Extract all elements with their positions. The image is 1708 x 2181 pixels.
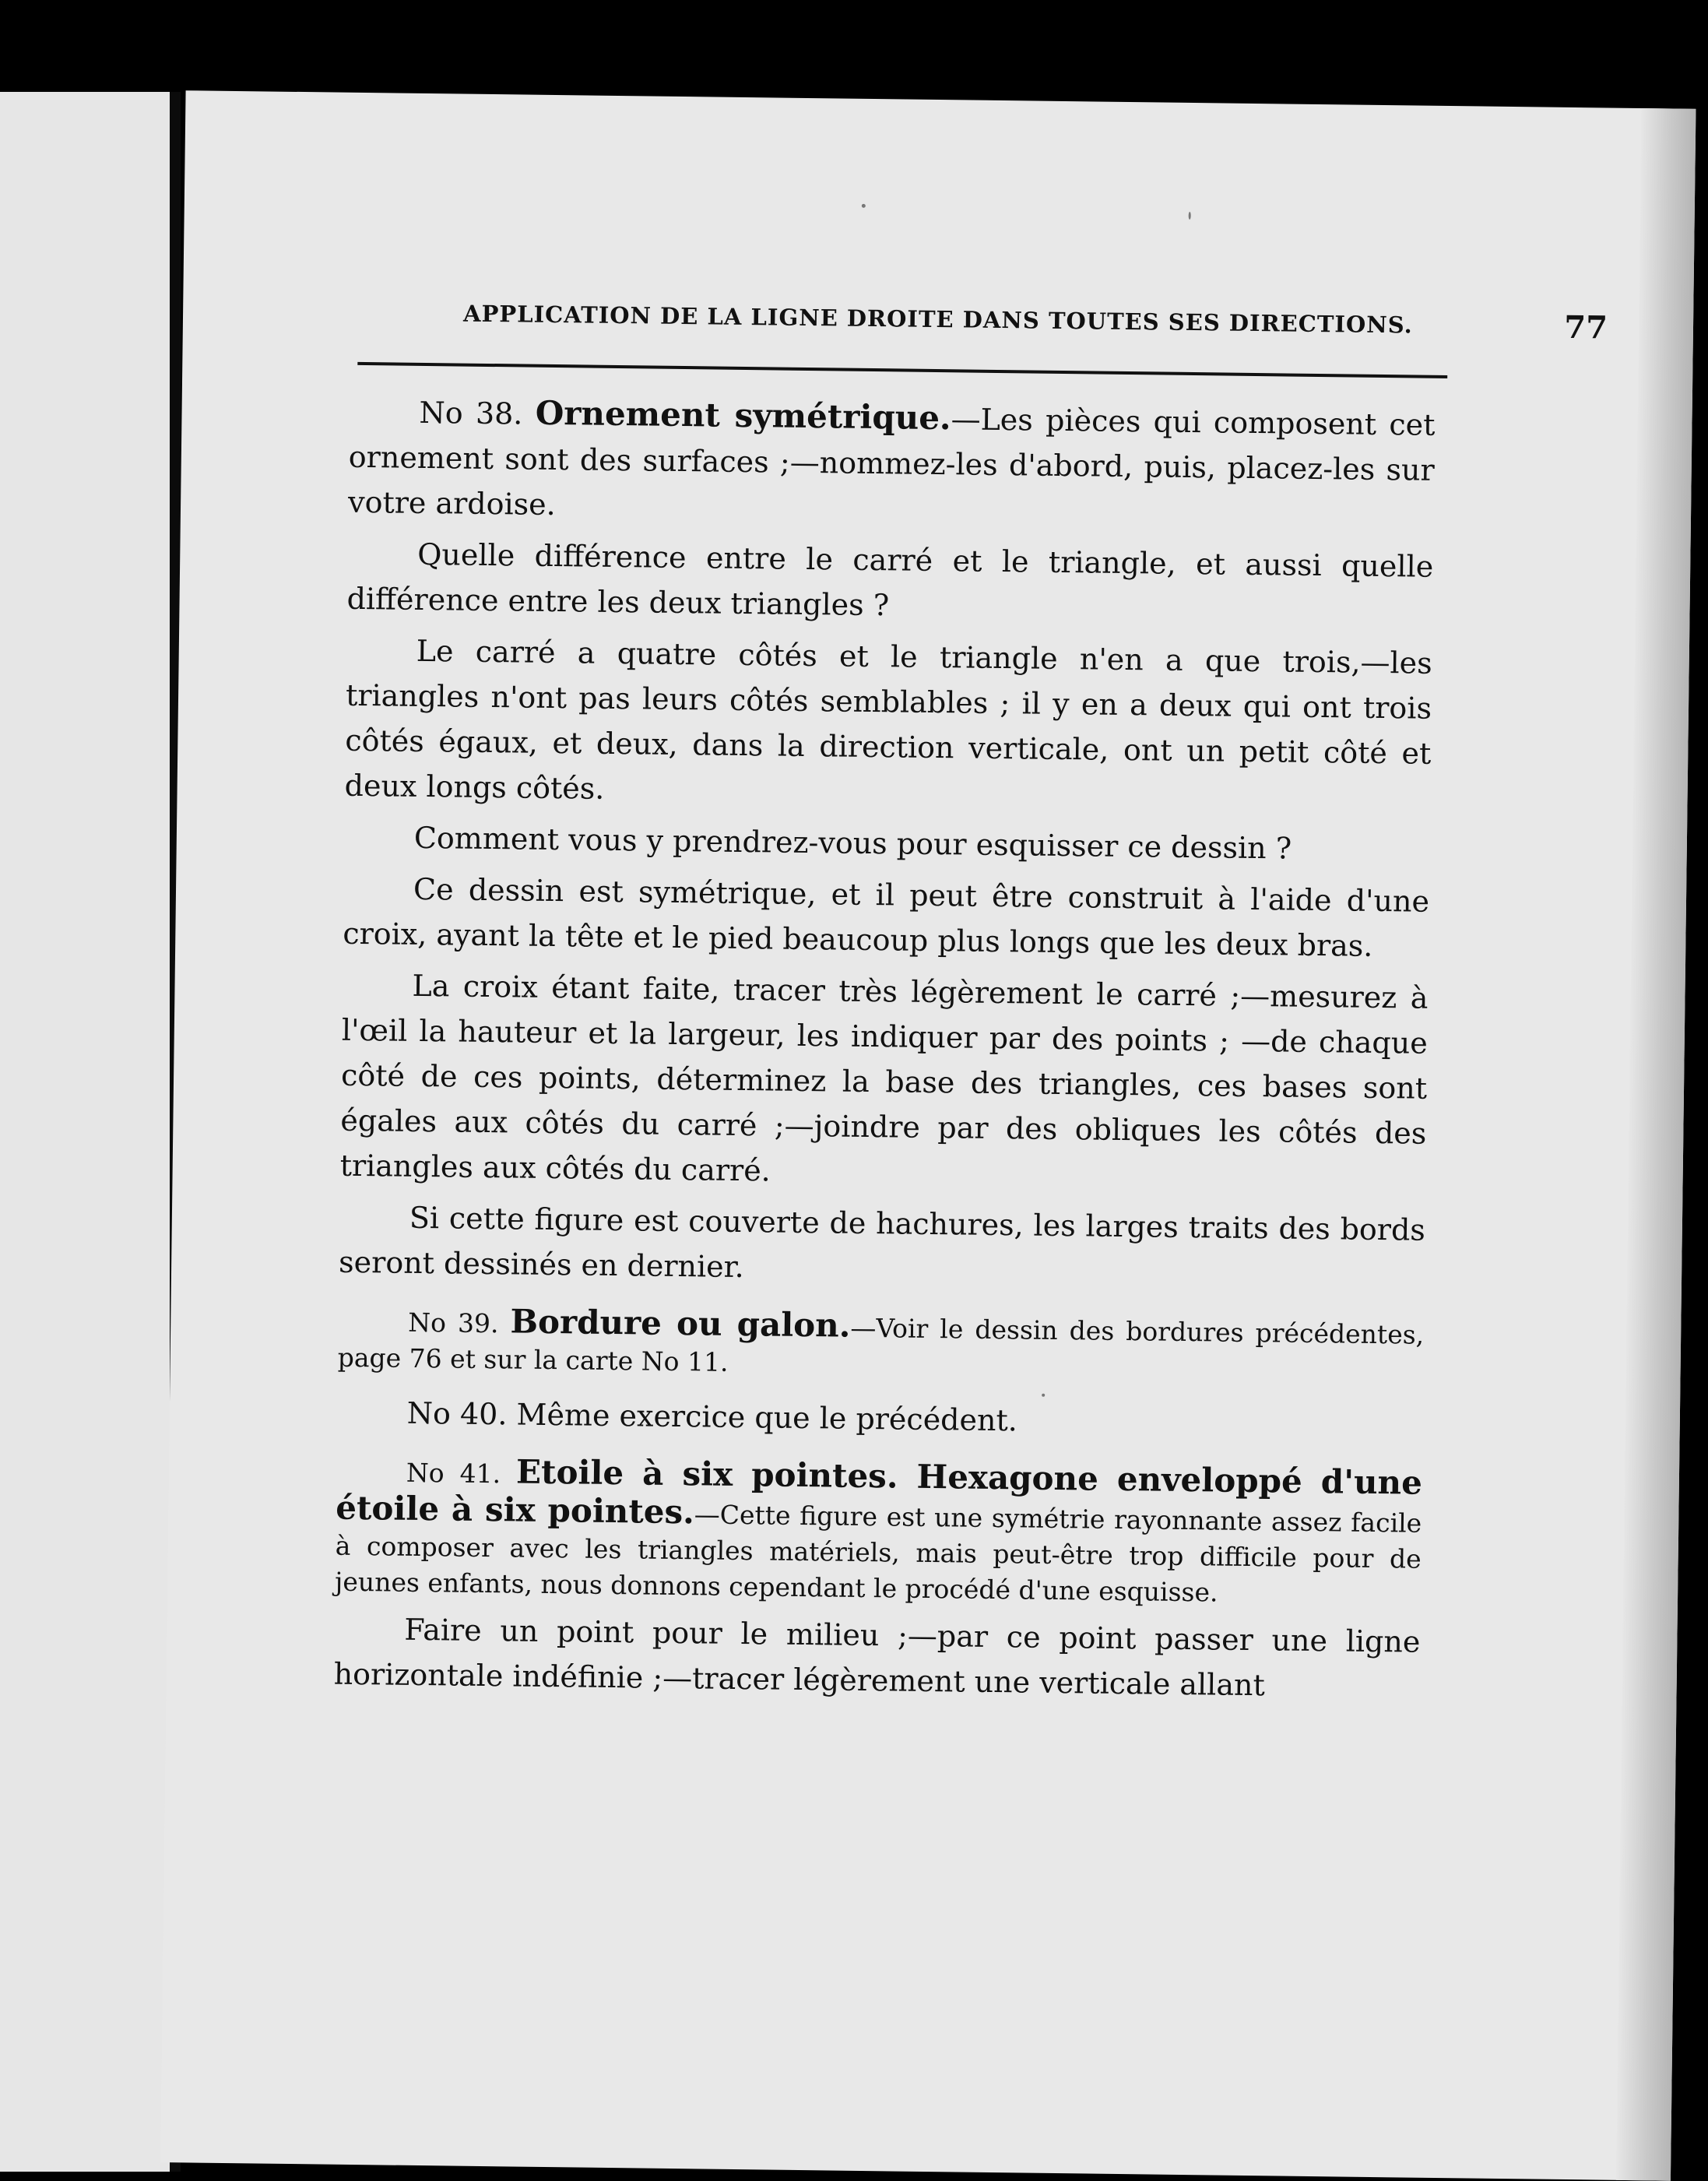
paragraph-text: Comment vous y prendrez-vous pour esquisser ce dessin ?	[413, 820, 1292, 866]
body-text	[333, 389, 1436, 1716]
paragraph	[346, 531, 1433, 635]
paper-speck	[862, 204, 866, 208]
paragraph-text: Ce dessin est symétrique, et il peut être construit à l'aide d'une croix, ayant la tête et le pied beaucoup plus longs que les deux bras.	[343, 871, 1430, 963]
paragraph-text: Faire un point pour le milieu ;—par ce point passer une ligne horizontale indéfinie ;—tracer légèrement une verticale allant	[333, 1612, 1421, 1703]
item-number: No 39.	[408, 1307, 499, 1339]
paragraph-no-39	[337, 1302, 1424, 1389]
item-number: No 40.	[406, 1395, 508, 1432]
paragraph-text: —Les pièces qui composent cet ornement sont des surfaces ;—nommez-les d'abord, puis, placez-les sur votre ardoise.	[347, 402, 1436, 522]
paragraph	[344, 814, 1431, 873]
item-number: No 41.	[406, 1457, 501, 1490]
paragraph	[344, 628, 1432, 821]
paragraph	[333, 1606, 1420, 1710]
paragraph	[339, 1194, 1425, 1298]
running-title: APPLICATION DE LA LIGNE DROITE DANS TOUTES SES DIRECTIONS.	[462, 300, 1413, 339]
paragraph	[339, 962, 1428, 1201]
paragraph-text: —Voir le dessin des bordures précédentes, page 76 et sur la carte No 11.	[337, 1312, 1425, 1377]
page-edge-shadow	[1616, 108, 1696, 2181]
book-page	[160, 90, 1696, 2181]
paper-speck	[1042, 1394, 1045, 1397]
paragraph-text: Si cette figure est couverte de hachures, les larges traits des bords seront dessinés en dernier.	[338, 1200, 1426, 1285]
item-title: Ornement symétrique.	[535, 393, 951, 438]
paper-speck	[1189, 212, 1191, 220]
item-title: Etoile à six pointes. Hexagone enveloppé d'une étoile à six pointes.	[336, 1452, 1423, 1532]
paragraph	[343, 866, 1429, 969]
item-title: Bordure ou galon.	[510, 1302, 851, 1345]
paragraph-text: Même exercice que le précédent.	[516, 1397, 1018, 1438]
paragraph-text: Quelle différence entre le carré et le triangle, et aussi quelle différence entre les deux triangles ?	[346, 536, 1434, 623]
running-head	[462, 300, 1608, 346]
paragraph-no-38	[348, 389, 1436, 538]
page-number: 77	[1564, 308, 1608, 346]
paragraph-text: Le carré a quatre côtés et le triangle n'en a que trois,—les triangles n'ont pas leurs côtés semblables ; il y en a deux qui ont trois côtés égaux, et deux, dans la direction verticale, ont un petit côté et deux longs côtés.	[344, 633, 1432, 806]
paragraph-no-41	[335, 1452, 1422, 1613]
paragraph-no-40	[336, 1390, 1423, 1448]
paragraph-text: La croix étant faite, tracer très légèrement le carré ;—mesurez à l'œil la hauteur et la largeur, les indiquer par des points ; —de chaque côté de ces points, déterminez la base des triangles, ces bases sont égales aux côtés du carré ;—joindre par des obliques les côtés des triangles aux côtés du carré.	[339, 968, 1429, 1188]
left-page	[0, 92, 170, 2172]
paragraph-text: —Cette figure est une symétrie rayonnante assez facile à composer avec les triangles matériels, mais peut-être trop difficile pour de jeunes enfants, nous donnons cependant le procédé d'une esquisse.	[334, 1499, 1422, 1608]
header-rule	[357, 362, 1447, 378]
item-number: No 38.	[419, 395, 523, 431]
